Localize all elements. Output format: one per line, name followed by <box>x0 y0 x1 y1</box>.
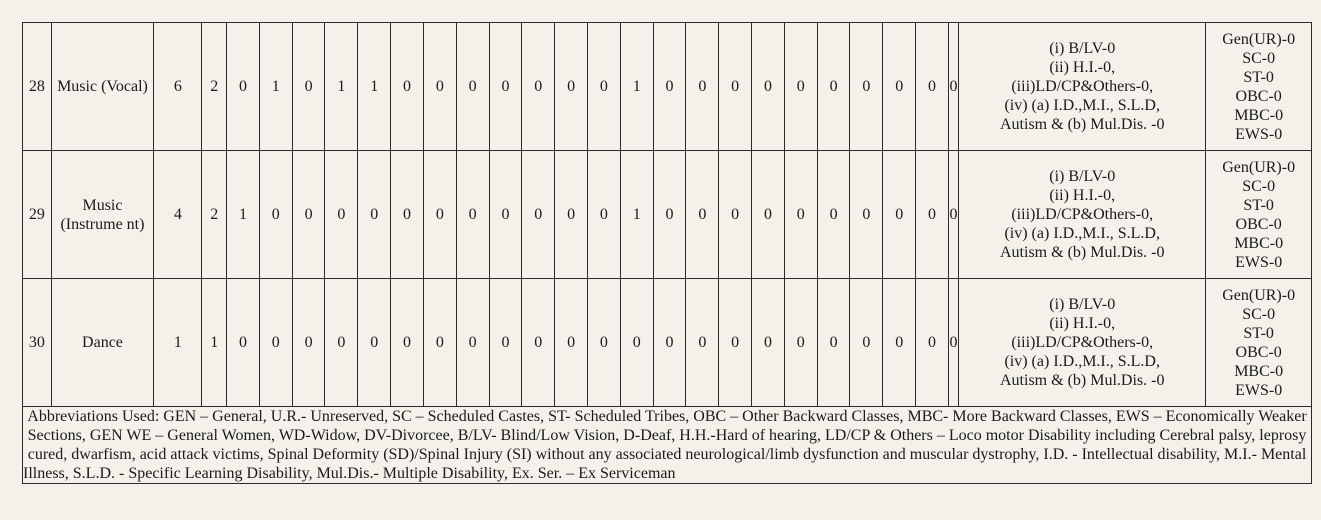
vacancy-count-cell: 2 <box>202 23 227 151</box>
pwd-line: (iv) (a) I.D.,M.I., S.L.D, <box>1004 353 1160 370</box>
vacancy-count-cell: 0 <box>423 279 456 407</box>
category-line: OBC-0 <box>1235 87 1282 105</box>
pwd-line: (iii)LD/CP&Others-0, <box>1011 334 1154 351</box>
category-line: Gen(UR)-0 <box>1222 30 1296 48</box>
vacancy-count-cell: 4 <box>154 151 202 279</box>
vacancy-count-cell: 0 <box>555 23 588 151</box>
vacancy-count-cell: 0 <box>752 23 785 151</box>
vacancy-count-cell: 1 <box>358 23 391 151</box>
category-breakup-cell <box>1206 151 1312 279</box>
category-breakup-cell <box>1206 279 1312 407</box>
serial-number-cell: 29 <box>23 151 52 279</box>
table-row <box>23 23 1312 151</box>
vacancy-count-cell: 0 <box>391 23 424 151</box>
vacancy-count-cell: 0 <box>292 23 325 151</box>
vacancy-count-cell: 0 <box>227 279 260 407</box>
vacancy-count-cell: 0 <box>752 279 785 407</box>
serial-number-cell: 30 <box>23 279 52 407</box>
vacancy-count-cell: 0 <box>587 151 620 279</box>
category-line: SC-0 <box>1242 49 1276 67</box>
vacancy-count-cell: 0 <box>784 23 817 151</box>
pwd-line: (i) B/LV-0 <box>1049 296 1116 313</box>
vacancy-count-cell: 0 <box>883 23 916 151</box>
vacancy-count-cell: 0 <box>456 23 489 151</box>
vacancy-count-cell: 0 <box>587 279 620 407</box>
category-line: ST-0 <box>1243 324 1274 342</box>
vacancy-count-cell: 0 <box>686 279 719 407</box>
vacancy-count-cell: 1 <box>325 23 358 151</box>
vacancy-count-cell: 0 <box>653 23 686 151</box>
vacancy-count-cell: 0 <box>259 151 292 279</box>
vacancy-count-cell: 1 <box>154 279 202 407</box>
subject-cell: Music (Instrume nt) <box>51 151 154 279</box>
vacancy-count-cell: 0 <box>325 279 358 407</box>
category-line: EWS-0 <box>1235 253 1283 271</box>
vacancy-count-cell: 0 <box>948 279 958 407</box>
category-line: Gen(UR)-0 <box>1222 158 1296 176</box>
vacancy-count-cell: 0 <box>916 151 949 279</box>
pwd-line: (iv) (a) I.D.,M.I., S.L.D, <box>1004 97 1160 114</box>
vacancy-count-cell: 0 <box>653 279 686 407</box>
vacancy-count-cell: 2 <box>202 151 227 279</box>
vacancy-count-cell: 0 <box>850 23 883 151</box>
vacancy-count-cell: 0 <box>719 23 752 151</box>
vacancy-count-cell: 0 <box>358 151 391 279</box>
vacancy-count-cell: 0 <box>948 23 958 151</box>
category-line: ST-0 <box>1243 196 1274 214</box>
vacancy-count-cell: 0 <box>916 23 949 151</box>
category-line: MBC-0 <box>1234 362 1284 380</box>
vacancy-count-cell: 0 <box>259 279 292 407</box>
vacancy-count-cell: 0 <box>850 279 883 407</box>
vacancy-table <box>22 22 1312 484</box>
category-line: EWS-0 <box>1235 125 1283 143</box>
category-line: SC-0 <box>1242 305 1276 323</box>
pwd-line: (ii) H.I.-0, <box>1049 315 1116 332</box>
pwd-line: Autism & (b) Mul.Dis. -0 <box>1000 244 1165 261</box>
vacancy-count-cell: 1 <box>259 23 292 151</box>
pwd-reservation-cell <box>959 279 1206 407</box>
vacancy-count-cell: 0 <box>817 279 850 407</box>
vacancy-count-cell: 0 <box>784 279 817 407</box>
vacancy-count-cell: 0 <box>292 279 325 407</box>
pwd-reservation-cell <box>959 151 1206 279</box>
vacancy-count-cell: 1 <box>227 151 260 279</box>
vacancy-count-cell: 0 <box>817 151 850 279</box>
pwd-line: (ii) H.I.-0, <box>1049 187 1116 204</box>
pwd-line: (iii)LD/CP&Others-0, <box>1011 78 1154 95</box>
vacancy-count-cell: 0 <box>850 151 883 279</box>
pwd-line: Autism & (b) Mul.Dis. -0 <box>1000 372 1165 389</box>
vacancy-count-cell: 0 <box>587 23 620 151</box>
pwd-line: (iv) (a) I.D.,M.I., S.L.D, <box>1004 225 1160 242</box>
subject-cell: Dance <box>51 279 154 407</box>
pwd-line: (ii) H.I.-0, <box>1049 59 1116 76</box>
category-line: SC-0 <box>1242 177 1276 195</box>
category-line: MBC-0 <box>1234 234 1284 252</box>
category-line: EWS-0 <box>1235 381 1283 399</box>
pwd-line: (i) B/LV-0 <box>1049 168 1116 185</box>
table-row <box>23 279 1312 407</box>
vacancy-count-cell: 1 <box>202 279 227 407</box>
vacancy-count-cell: 0 <box>686 23 719 151</box>
abbreviations-text: Abbreviations Used: GEN – General, U.R.- Unreserved, SC – Scheduled Castes, ST- Scheduled Tribes, OBC – Other Backward Classes, MBC- More Backward Classes, EWS – Economically Weaker Sections, GEN WE – General Women, WD-Widow, DV-Divorcee, B/LV- Blind/Low Vision, D-Deaf, H.H.-Hard of hearing, LD/CP & Others – Loco motor Disability including Cerebral palsy, leprosy cured, dwarfism, acid attack victims, Spinal Deformity (SD)/Spinal Injury (SI) without any associated neurological/limb dysfunction and muscular dystrophy, I.D. - Intellectual disability, M.I.- Mental Illness, S.L.D. - Specific Learning Disability, Mul.Dis.- Multiple Disability, Ex. Ser. – Ex Serviceman <box>23 407 1312 484</box>
category-line: MBC-0 <box>1234 106 1284 124</box>
vacancy-count-cell: 0 <box>784 151 817 279</box>
vacancy-count-cell: 1 <box>620 151 653 279</box>
vacancy-count-cell: 0 <box>423 151 456 279</box>
serial-number-cell: 28 <box>23 23 52 151</box>
vacancy-count-cell: 0 <box>686 151 719 279</box>
vacancy-count-cell: 0 <box>555 151 588 279</box>
subject-cell: Music (Vocal) <box>51 23 154 151</box>
vacancy-count-cell: 0 <box>752 151 785 279</box>
category-line: OBC-0 <box>1235 343 1282 361</box>
category-line: OBC-0 <box>1235 215 1282 233</box>
vacancy-count-cell: 0 <box>817 23 850 151</box>
table-row <box>23 151 1312 279</box>
vacancy-count-cell: 0 <box>358 279 391 407</box>
vacancy-count-cell: 0 <box>325 151 358 279</box>
pwd-reservation-cell <box>959 23 1206 151</box>
category-line: Gen(UR)-0 <box>1222 286 1296 304</box>
vacancy-count-cell: 0 <box>391 279 424 407</box>
vacancy-count-cell: 0 <box>456 151 489 279</box>
vacancy-count-cell: 0 <box>489 151 522 279</box>
vacancy-count-cell: 0 <box>948 151 958 279</box>
vacancy-count-cell: 0 <box>456 279 489 407</box>
vacancy-count-cell: 0 <box>391 151 424 279</box>
abbreviations-row <box>23 407 1312 484</box>
vacancy-count-cell: 0 <box>916 279 949 407</box>
pwd-line: Autism & (b) Mul.Dis. -0 <box>1000 116 1165 133</box>
vacancy-count-cell: 0 <box>883 151 916 279</box>
vacancy-count-cell: 0 <box>555 279 588 407</box>
vacancy-count-cell: 6 <box>154 23 202 151</box>
vacancy-count-cell: 0 <box>620 279 653 407</box>
vacancy-count-cell: 0 <box>719 151 752 279</box>
vacancy-count-cell: 0 <box>292 151 325 279</box>
vacancy-count-cell: 0 <box>883 279 916 407</box>
vacancy-count-cell: 0 <box>653 151 686 279</box>
category-breakup-cell <box>1206 23 1312 151</box>
vacancy-count-cell: 1 <box>620 23 653 151</box>
vacancy-count-cell: 0 <box>522 279 555 407</box>
pwd-line: (i) B/LV-0 <box>1049 40 1116 57</box>
vacancy-count-cell: 0 <box>423 23 456 151</box>
vacancy-count-cell: 0 <box>719 279 752 407</box>
pwd-line: (iii)LD/CP&Others-0, <box>1011 206 1154 223</box>
vacancy-count-cell: 0 <box>489 23 522 151</box>
category-line: ST-0 <box>1243 68 1274 86</box>
vacancy-count-cell: 0 <box>522 151 555 279</box>
vacancy-count-cell: 0 <box>227 23 260 151</box>
vacancy-count-cell: 0 <box>489 279 522 407</box>
vacancy-count-cell: 0 <box>522 23 555 151</box>
